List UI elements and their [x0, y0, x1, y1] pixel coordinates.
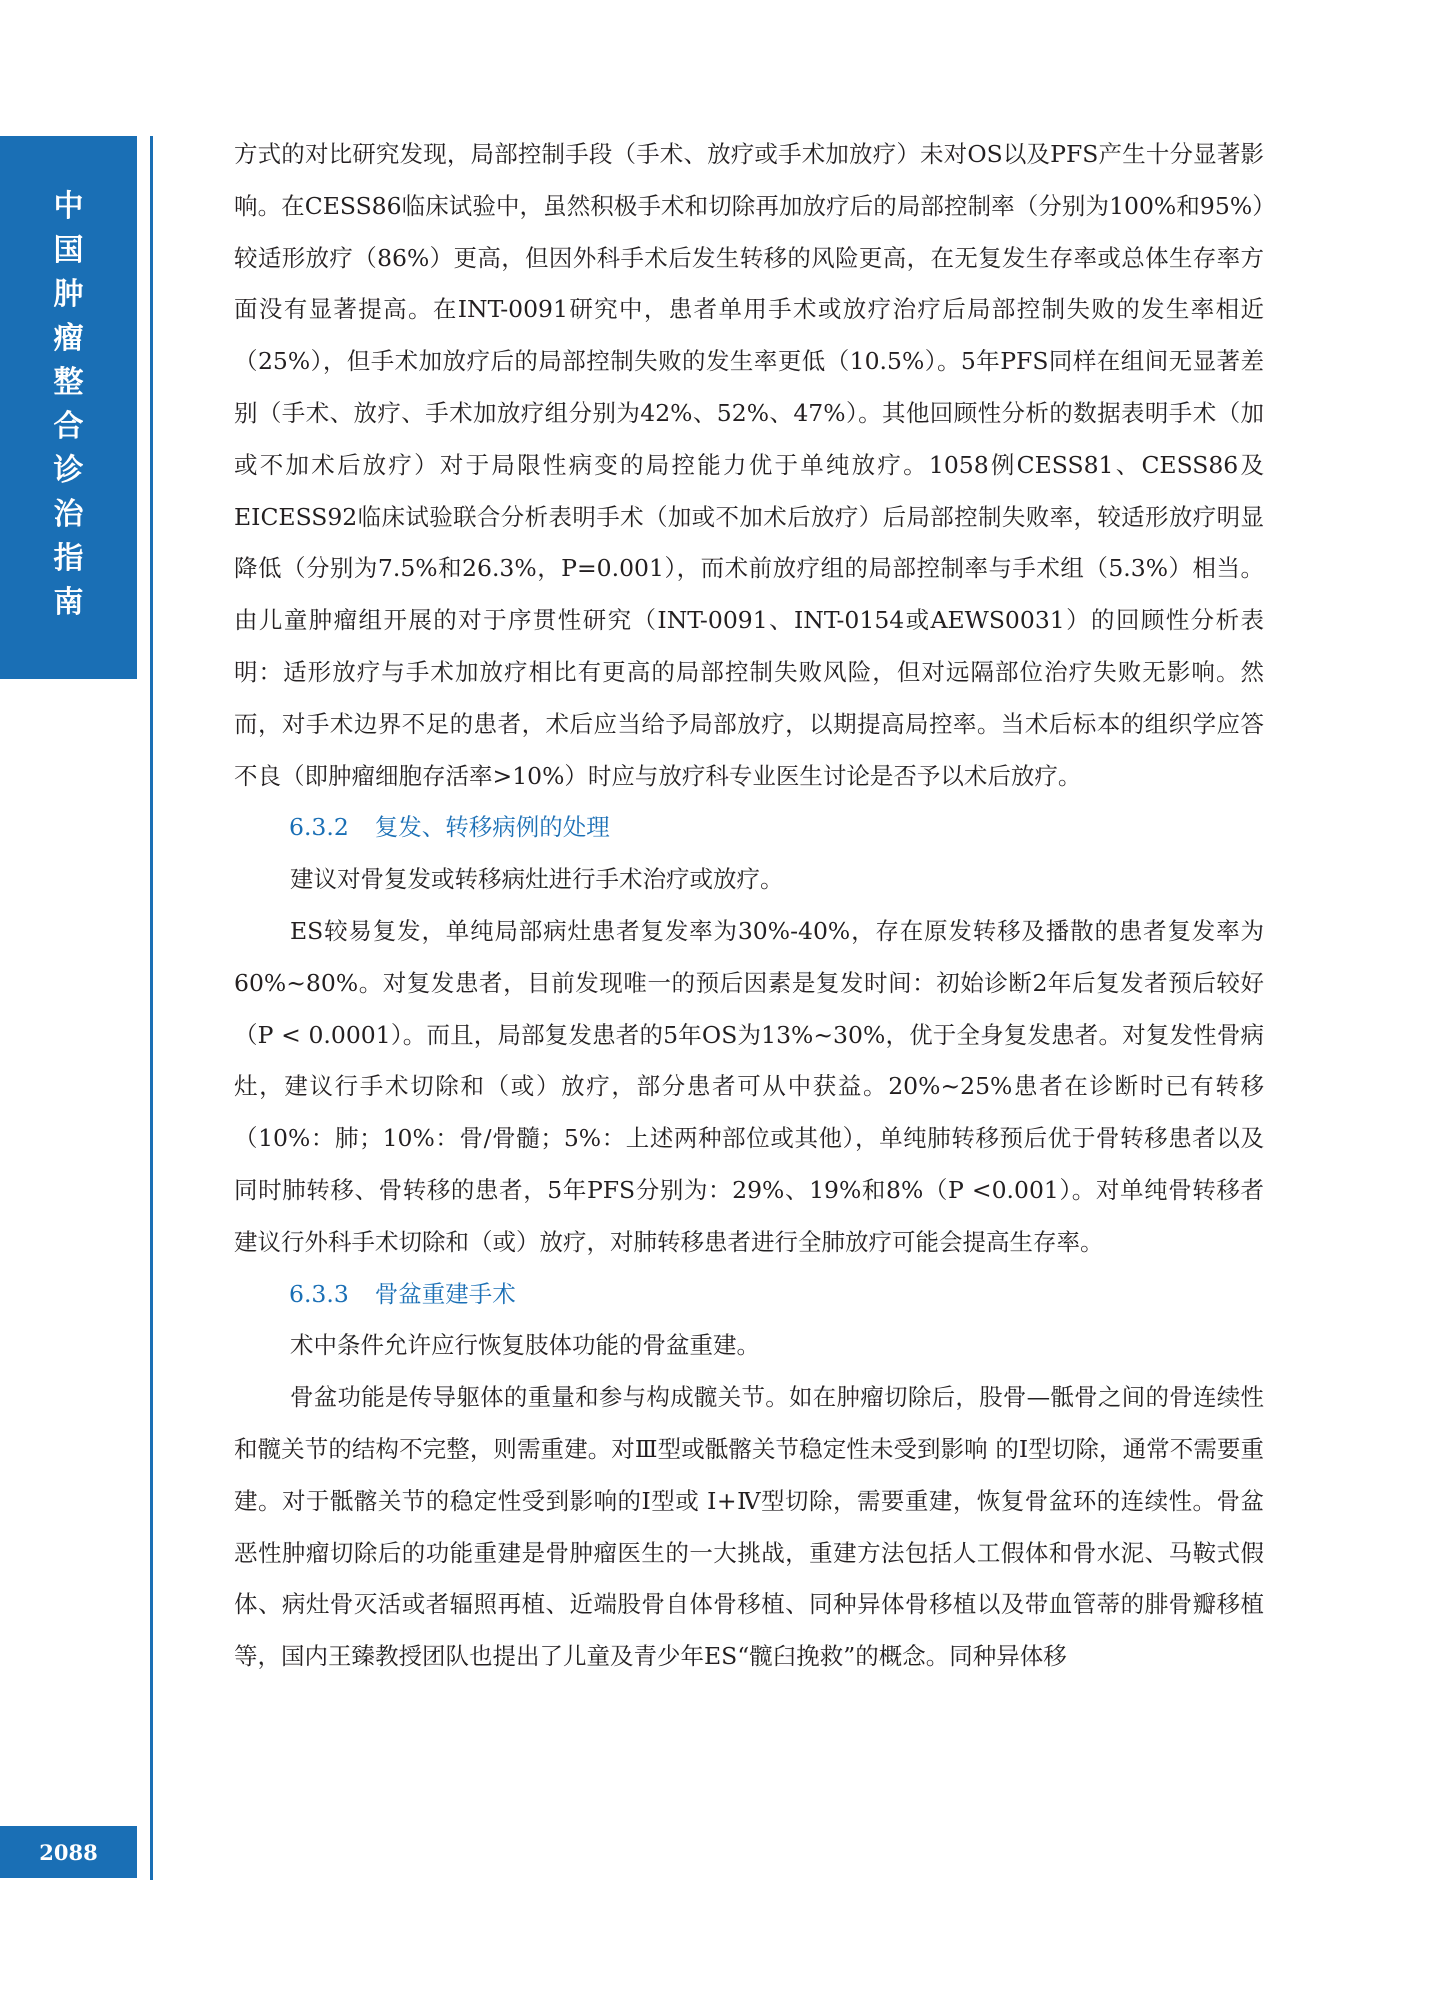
main-text [234, 129, 1264, 1683]
paragraph: 术中条件允许应行恢复肢体功能的骨盆重建。 [290, 1331, 760, 1360]
book-title [0, 185, 137, 625]
paragraph: 建议对骨复发或转移病灶进行手术治疗或放疗。 [290, 865, 784, 894]
paragraph: 方式的对比研究发现，局部控制手段（手术、放疗或手术加放疗）未对OS以及PFS产生十分显著影响。在CESS86临床试验中，虽然积极手术和切除再加放疗后的局部控制率（分别为100%和95%）较适形放疗（86%）更高，但因外科手术后发生转移的风险更高，在无复发生存率或总体生存率方面没有显著提高。在INT-0091研究中，患者单用手术或放疗治疗后局部控制失败的发生率相近（25%），但手术加放疗后的局部控制失败的发生率更低（10.5%）。5年PFS同样在组间无显著差别（手术、放疗、手术加放疗组分别为42%、52%、47%）。其他回顾性分析的数据表明手术（加或不加术后放疗）对于局限性病变的局控能力优于单纯放疗。1058例CESS81、CESS86及EICESS92临床试验联合分析表明手术（加或不加术后放疗）后局部控制失败率，较适形放疗明显降低（分别为7.5%和26.3%，P=0.001），而术前放疗组的局部控制率与手术组（5.3%）相当。由儿童肿瘤组开展的对于序贯性研究（INT-0091、INT-0154或AEWS0031）的回顾性分析表明：适形放疗与手术加放疗相比有更高的局部控制失败风险，但对远隔部位治疗失败无影响。然而，对手术边界不足的患者，术后应当给予局部放疗，以期提高局控率。当术后标本的组织学应答不良（即肿瘤细胞存活率>10%）时应与放疗科专业医生讨论是否予以术后放疗。 [234, 140, 1264, 790]
section-heading-6-3-2 [234, 802, 1264, 854]
book-title-char: 肿 [53, 277, 84, 312]
book-title-char: 南 [53, 585, 84, 620]
book-title-char: 指 [53, 541, 84, 576]
section-number: 6.3.3 [289, 1279, 349, 1308]
book-title-char: 合 [53, 409, 84, 444]
book-title-char: 治 [53, 497, 84, 532]
book-title-char: 国 [53, 233, 84, 268]
paragraph: ES较易复发，单纯局部病灶患者复发率为30%-40%，存在原发转移及播散的患者复发率为60%~80%。对复发患者，目前发现唯一的预后因素是复发时间：初始诊断2年后复发者预后较好（P < 0.0001）。而且，局部复发患者的5年OS为13%~30%，优于全身复发患者。对复发性骨病灶，建议行手术切除和（或）放疗，部分患者可从中获益。20%~25%患者在诊断时已有转移（10%：肺；10%：骨/骨髓；5%：上述两种部位或其他），单纯肺转移预后优于骨转移患者以及同时肺转移、骨转移的患者，5年PFS分别为：29%、19%和8%（P <0.001）。对单纯骨转移者建议行外科手术切除和（或）放疗，对肺转移患者进行全肺放疗可能会提高生存率。 [234, 916, 1264, 1256]
book-title-char: 整 [53, 365, 84, 400]
section-title: 复发、转移病例的处理 [374, 813, 610, 842]
section-number: 6.3.2 [289, 813, 349, 842]
margin-rule [150, 136, 153, 1880]
book-title-char: 中 [53, 189, 84, 224]
paragraph: 骨盆功能是传导躯体的重量和参与构成髋关节。如在肿瘤切除后，股骨—骶骨之间的骨连续性和髋关节的结构不完整，则需重建。对Ⅲ型或骶髂关节稳定性未受到影响 的Ⅰ型切除，通常不需要重建。对于骶髂关节的稳定性受到影响的Ⅰ型或 Ⅰ+Ⅳ型切除，需要重建，恢复骨盆环的连续性。骨盆恶性肿瘤切除后的功能重建是骨肿瘤医生的一大挑战，重建方法包括人工假体和骨水泥、马鞍式假体、病灶骨灭活或者辐照再植、近端股骨自体骨移植、同种异体骨移植以及带血管蒂的腓骨瓣移植等，国内王臻教授团队也提出了儿童及青少年ES“髋臼挽救”的概念。同种异体移 [234, 1383, 1264, 1671]
section-title: 骨盆重建手术 [374, 1279, 516, 1308]
book-title-char: 瘤 [53, 321, 84, 356]
book-title-char: 诊 [53, 453, 84, 488]
page-number: 2088 [0, 1826, 137, 1878]
section-heading-6-3-3 [234, 1269, 1264, 1321]
